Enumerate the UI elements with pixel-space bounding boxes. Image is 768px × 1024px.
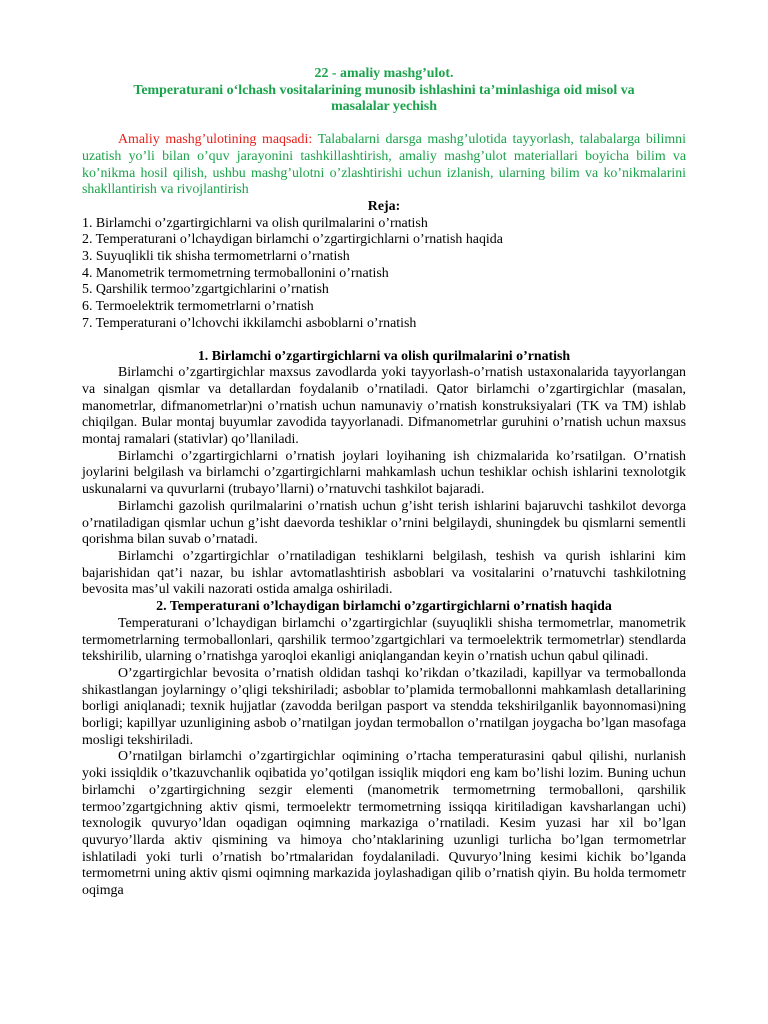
section-2-paragraph: O’rnatilgan birlamchi o’zgartirgichlar oqimining o’rtacha temperaturasini qabul qilishi, nurlanish yoki issiqldik o’tkazuvchanlik oqibatida yo’qotilgan issiqlik miqdori eng kam bo’lishi lozim. Buning uchun birlamchi o’zgartirgichning sezgir elementi (manometrik termometrning termoballoni, qarshilik termoo’zgartgichning aktiv qismi, termoelektr termometrning issiqqa kiritiladigan kavsharlangan uchi) texnologik quvuryo’ldan oqadigan oqimning markaziga o’rnatiladi. Kesim yuzasi har xil bo’lgan quvuryo’llarda aktiv qismining va himoya cho’ntaklarining uzunligi turlicha bo’lgan termometrlar ishlatiladi yoki turli o’rnatish bo’rtmalaridan foydalaniladi. Quvuryo’lning kesimi kichik bo’lganda termometrni uning aktiv qismi oqimning markazida joylashadigan qilib o’rnatish qiyin. Bu holda termometr oqimga (82, 749, 686, 899)
section-1-heading: 1. Birlamchi o’zgartirgichlarni va olish qurilmalarini o’rnatish (197, 348, 571, 364)
plan-item: 4. Manometrik termometrning termoballonini o’rnatish (82, 265, 389, 281)
plan-heading: Reja: (367, 198, 401, 214)
lesson-title-line-1: Temperaturani o‘lchash vositalarining munosib ishlashini ta’minlashiga oid misol va (133, 82, 635, 98)
lesson-number: 22 - amaliy mashg’ulot. (314, 66, 454, 81)
lesson-title-line-2: masalalar yechish (331, 99, 437, 115)
section-2-heading: 2. Temperaturani o’lchaydigan birlamchi o’zgartirgichlarni o’rnatish haqida (156, 599, 612, 615)
plan-item: 6. Termoelektrik termometrlarni o’rnatish (82, 299, 314, 315)
purpose-label: Amaliy mashg’ulotining maqsadi: (118, 132, 313, 148)
plan-list (82, 216, 686, 333)
section-2-paragraph: O’zgartirgichlar bevosita o’rnatish oldidan tashqi ko’rikdan o’tkaziladi, kapillyar va termoballonda shikastlangan joylarningy o’qligi tekshiriladi; asboblar to’plamida termoballonni mahkamlash detallarining borligi aniqlanadi; texnik hujjatlar (zavodda berilgan pasport va stendda tekshirilganlik bayonnomasi)ning borligi; kapillyar uzunligining asbob o’rnatilgan joydan termoballon o’rnatilgan joygacha bo’lgan masofaga mosligi tekshiriladi. (82, 665, 686, 748)
section-1-paragraph: Birlamchi o’zgartirgichlarni o’rnatish joylari loyihaning ish chizmalarida ko’rsatilgan. O’rnatish joylarini belgilash va birlamchi o’zgartirgichlarni mahkamlash uchun teshiklar ochish ishlarini texnolotgik uskunalarni va quvurlarni (trubayo’llarni) o’rnatuvchi tashkilot bajaradi. (82, 448, 686, 498)
section-2-paragraph: Temperaturani o’lchaydigan birlamchi o’zgartirgichlar (suyuqlikli shisha termometrlar, manometrik termometrlarning termoballonlari, qarshilik termoo’zgartgichlari va termoelektrik termometrlar) stendlarda tekshirilib, ularning o’rnatishga yaroqloi ekanligi aniqlangandan keyin o’rnatish uchun qabul qilinadi. (82, 615, 686, 665)
section-1-paragraph: Birlamchi gazolish qurilmalarini o’rnatish uchun g’isht terish ishlarini bajaruvchi tashkilot devorga o’rnatiladigan qismlar uchun g’isht daevorda teshiklar o’rnini belgilaydi, shuningdek bu qismlarni sementli qorishma bilan suvab o’rnatadi. (82, 498, 686, 548)
plan-item: 2. Temperaturani o’lchaydigan birlamchi o’zgartirgichlarni o’rnatish haqida (82, 232, 503, 248)
plan-item: 7. Temperaturani o’lchovchi ikkilamchi asboblarni o’rnatish (82, 315, 417, 331)
document-page (82, 66, 686, 900)
plan-item: 5. Qarshilik termoo’zgartgichlarini o’rnatish (82, 282, 329, 298)
section-1-paragraph: Birlamchi o’zgartirgichlar o’rnatiladigan teshiklarni belgilash, teshish va qurish ishlarini kim bajarishidan qat’i nazar, bu ishlar avtomatlashtirish asboblari va vositalarini o’rnatuvchi tashkilotning bevosita mas’ul vakili nazorati ostida amalga oshiriladi. (82, 548, 686, 598)
section-1-paragraph: Birlamchi o’zgartirgichlar maxsus zavodlarda yoki tayyorlash-o’rnatish ustaxonalarida tayyorlangan va sinalgan qismlar va detallardan foydalanib o’rnatiladi. Qator birlamchi o’zgartirgichlar (masalan, manometrlar, difmanometrlar)ni o’rnatish uchun namunaviy o’rnatish konstruksiyalari (TK va TM) ishlab chiqilgan. Bular montaj buyumlar zavodida tayyorlanadi. Difmanometrlar guruhini o’rnatish uchun maxsus montaj ramalari (stativlar) qo’llaniladi. (82, 365, 686, 448)
plan-item: 3. Suyuqlikli tik shisha termometrlarni o’rnatish (82, 249, 350, 265)
purpose-paragraph (82, 132, 686, 199)
document-header (82, 66, 686, 116)
plan-item: 1. Birlamchi o’zgartirgichlarni va olish qurilmalarini o’rnatish (82, 215, 428, 231)
purpose-text: Talabalarni darsga mashg’ulotida tayyorlash, talabalarga bilimni uzatish yo’li bilan o’quv jarayonini tashkillashtirish, amaliy mashg’ulot materiallari boyicha bilim va ko’nikma hosil qilish, ushbu mashg’ulotni o’zlashtirishi uchun izlanish, ularning bilim va ko’nikmalarini shakllantirish va rivojlantirish (82, 132, 686, 198)
